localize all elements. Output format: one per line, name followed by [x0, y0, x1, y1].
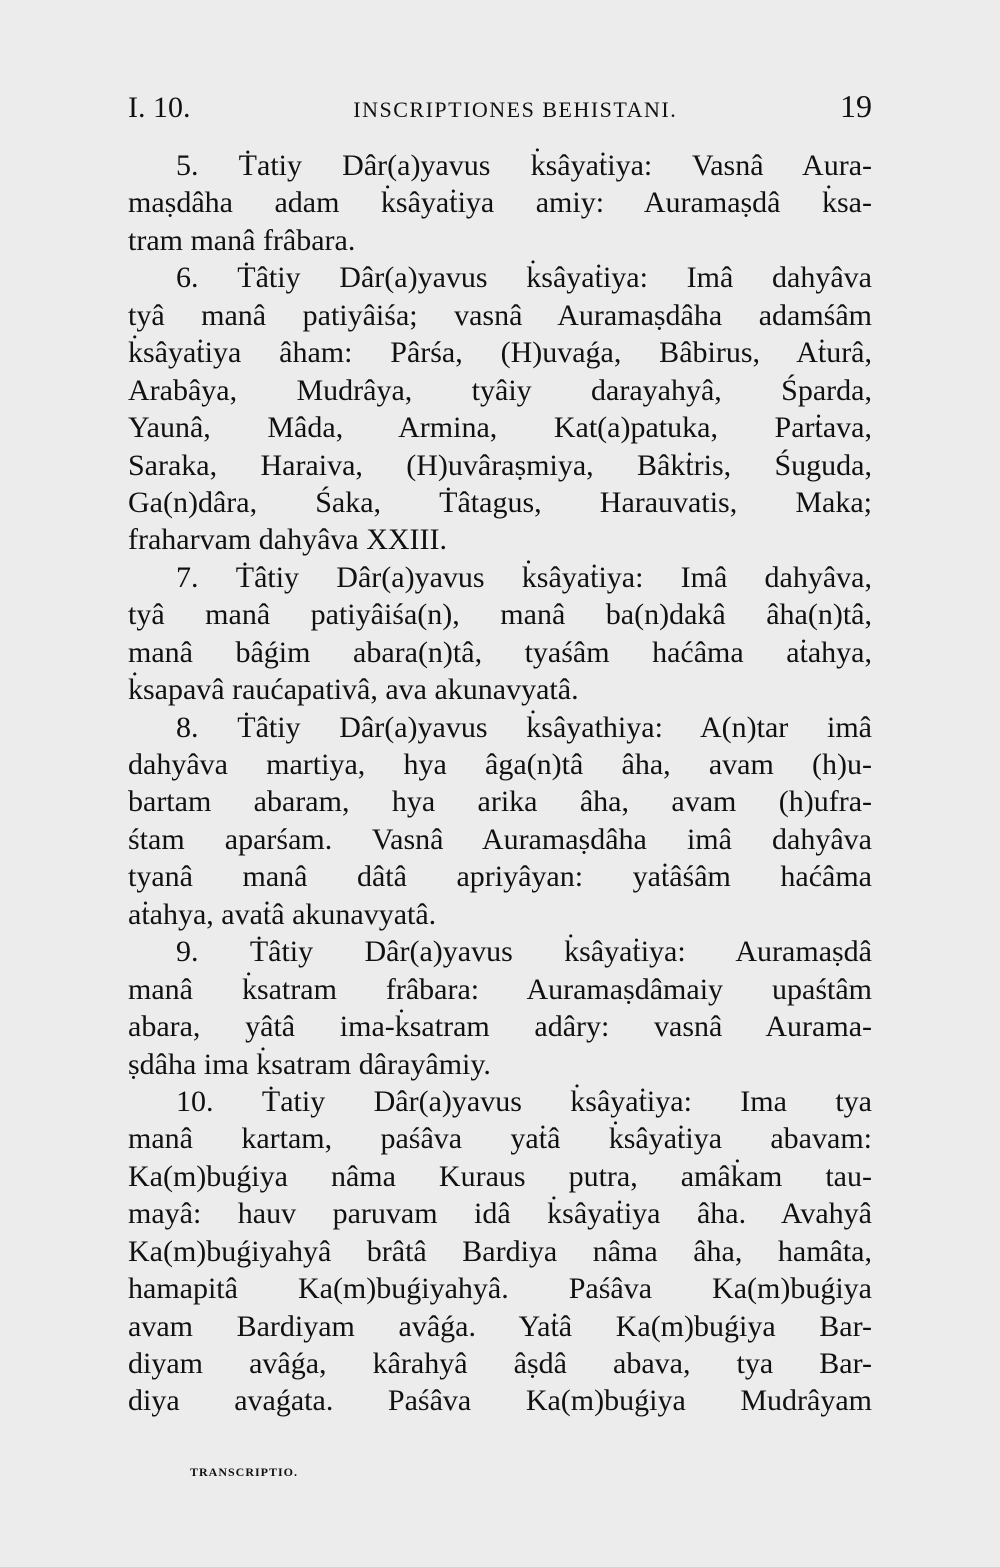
text-line: k̇sâyaṫiya âham: Pârśa, (H)uvaǵa, Bâbirus, Aṫurâ, [128, 336, 872, 370]
text-line: 9. Ṫâtiy Dâr(a)yavus k̇sâyaṫiya: Auramaṣdâ [176, 935, 872, 969]
text-line: tyanâ manâ dâtâ apriyâyan: yaṫâśâm haćâma [128, 860, 872, 894]
text-line: diyam avâǵa, kârahyâ âṣdâ abava, tya Bar- [128, 1347, 872, 1380]
text-line: Ga(n)dâra, Śaka, Ṫâtagus, Harauvatis, Maka; [128, 485, 872, 519]
text-line: Saraka, Haraiva, (H)uvâraṣmiya, Bâkṫris, Śuguda, [128, 448, 872, 482]
text-line: hamapitâ Ka(m)buǵiyahyâ. Paśâva Ka(m)buǵiya [128, 1272, 872, 1306]
text-line: 8. Ṫâtiy Dâr(a)yavus k̇sâyathiya: A(n)tar imâ [176, 710, 872, 744]
text-line: bartam abaram, hya arika âha, avam (h)ufra- [128, 785, 872, 819]
text-line: manâ bâǵim abara(n)tâ, tyaśâm haćâma aṫahya, [128, 635, 872, 669]
running-title: INSCRIPTIONES BEHISTANI. [353, 97, 678, 122]
text-line: fraharvam dahyâva XXIII. [128, 523, 447, 557]
text-line: Yaunâ, Mâda, Armina, Kat(a)patuka, Parṫava, [128, 411, 872, 445]
text-line: tram manâ frâbara. [128, 223, 356, 257]
text-line: Ka(m)buǵiyahyâ brâtâ Bardiya nâma âha, hamâta, [128, 1234, 872, 1268]
text-line: manâ k̇satram frâbara: Auramaṣdâmaiy upaśtâm [128, 972, 872, 1006]
text-line: diya avaǵata. Paśâva Ka(m)buǵiya Mudrâyam [128, 1384, 872, 1418]
text-line: mayâ: hauv paruvam idâ k̇sâyaṫiya âha. Avahyâ [128, 1197, 872, 1231]
running-header [128, 88, 872, 128]
text-line: avam Bardiyam avâǵa. Yaṫâ Ka(m)buǵiya Bar- [128, 1309, 872, 1343]
text-line: 6. Ṫâtiy Dâr(a)yavus k̇sâyaṫiya: Imâ dahyâva [176, 261, 872, 295]
page-number: 19 [839, 88, 872, 124]
inscription-text [128, 147, 872, 1420]
text-line: 5. Ṫatiy Dâr(a)yavus k̇sâyaṫiya: Vasnâ Aura- [176, 149, 872, 182]
text-line: manâ kartam, paśâva yaṫâ k̇sâyaṫiya abavam: [128, 1122, 872, 1156]
text-line: tyâ manâ patiyâiśa; vasnâ Auramaṣdâha adamśâm [128, 298, 872, 332]
text-line: 7. Ṫâtiy Dâr(a)yavus k̇sâyaṫiya: Imâ dahyâva, [176, 560, 872, 594]
text-line: maṣdâha adam k̇sâyaṫiya amiy: Auramaṣdâ k̇sa- [128, 186, 872, 220]
text-line: dahyâva martiya, hya âga(n)tâ âha, avam (h)u- [128, 748, 872, 781]
signature-mark: TRANSCRIPTIO. [190, 1465, 299, 1479]
text-line: aṫahya, avaṫâ akunavyatâ. [128, 897, 437, 931]
text-line: śtam aparśam. Vasnâ Auramaṣdâha imâ dahyâva [128, 822, 872, 856]
text-line: tyâ manâ patiyâiśa(n), manâ ba(n)dakâ âha(n)tâ, [128, 598, 872, 632]
text-line: abara, yâtâ ima-k̇satram adâry: vasnâ Aurama- [128, 1010, 872, 1044]
text-line: ṣdâha ima k̇satram dârayâmiy. [128, 1047, 491, 1081]
text-line: Ka(m)buǵiya nâma Kuraus putra, amâk̇am tau- [128, 1159, 872, 1193]
text-line: 10. Ṫatiy Dâr(a)yavus k̇sâyaṫiya: Ima tya [176, 1084, 872, 1118]
section-signature: I. 10. [128, 91, 191, 124]
text-line: k̇sapavâ raućapativâ, ava akunavyatâ. [128, 673, 579, 707]
text-line: Arabâya, Mudrâya, tyâiy darayahyâ, Śparda, [128, 373, 872, 407]
